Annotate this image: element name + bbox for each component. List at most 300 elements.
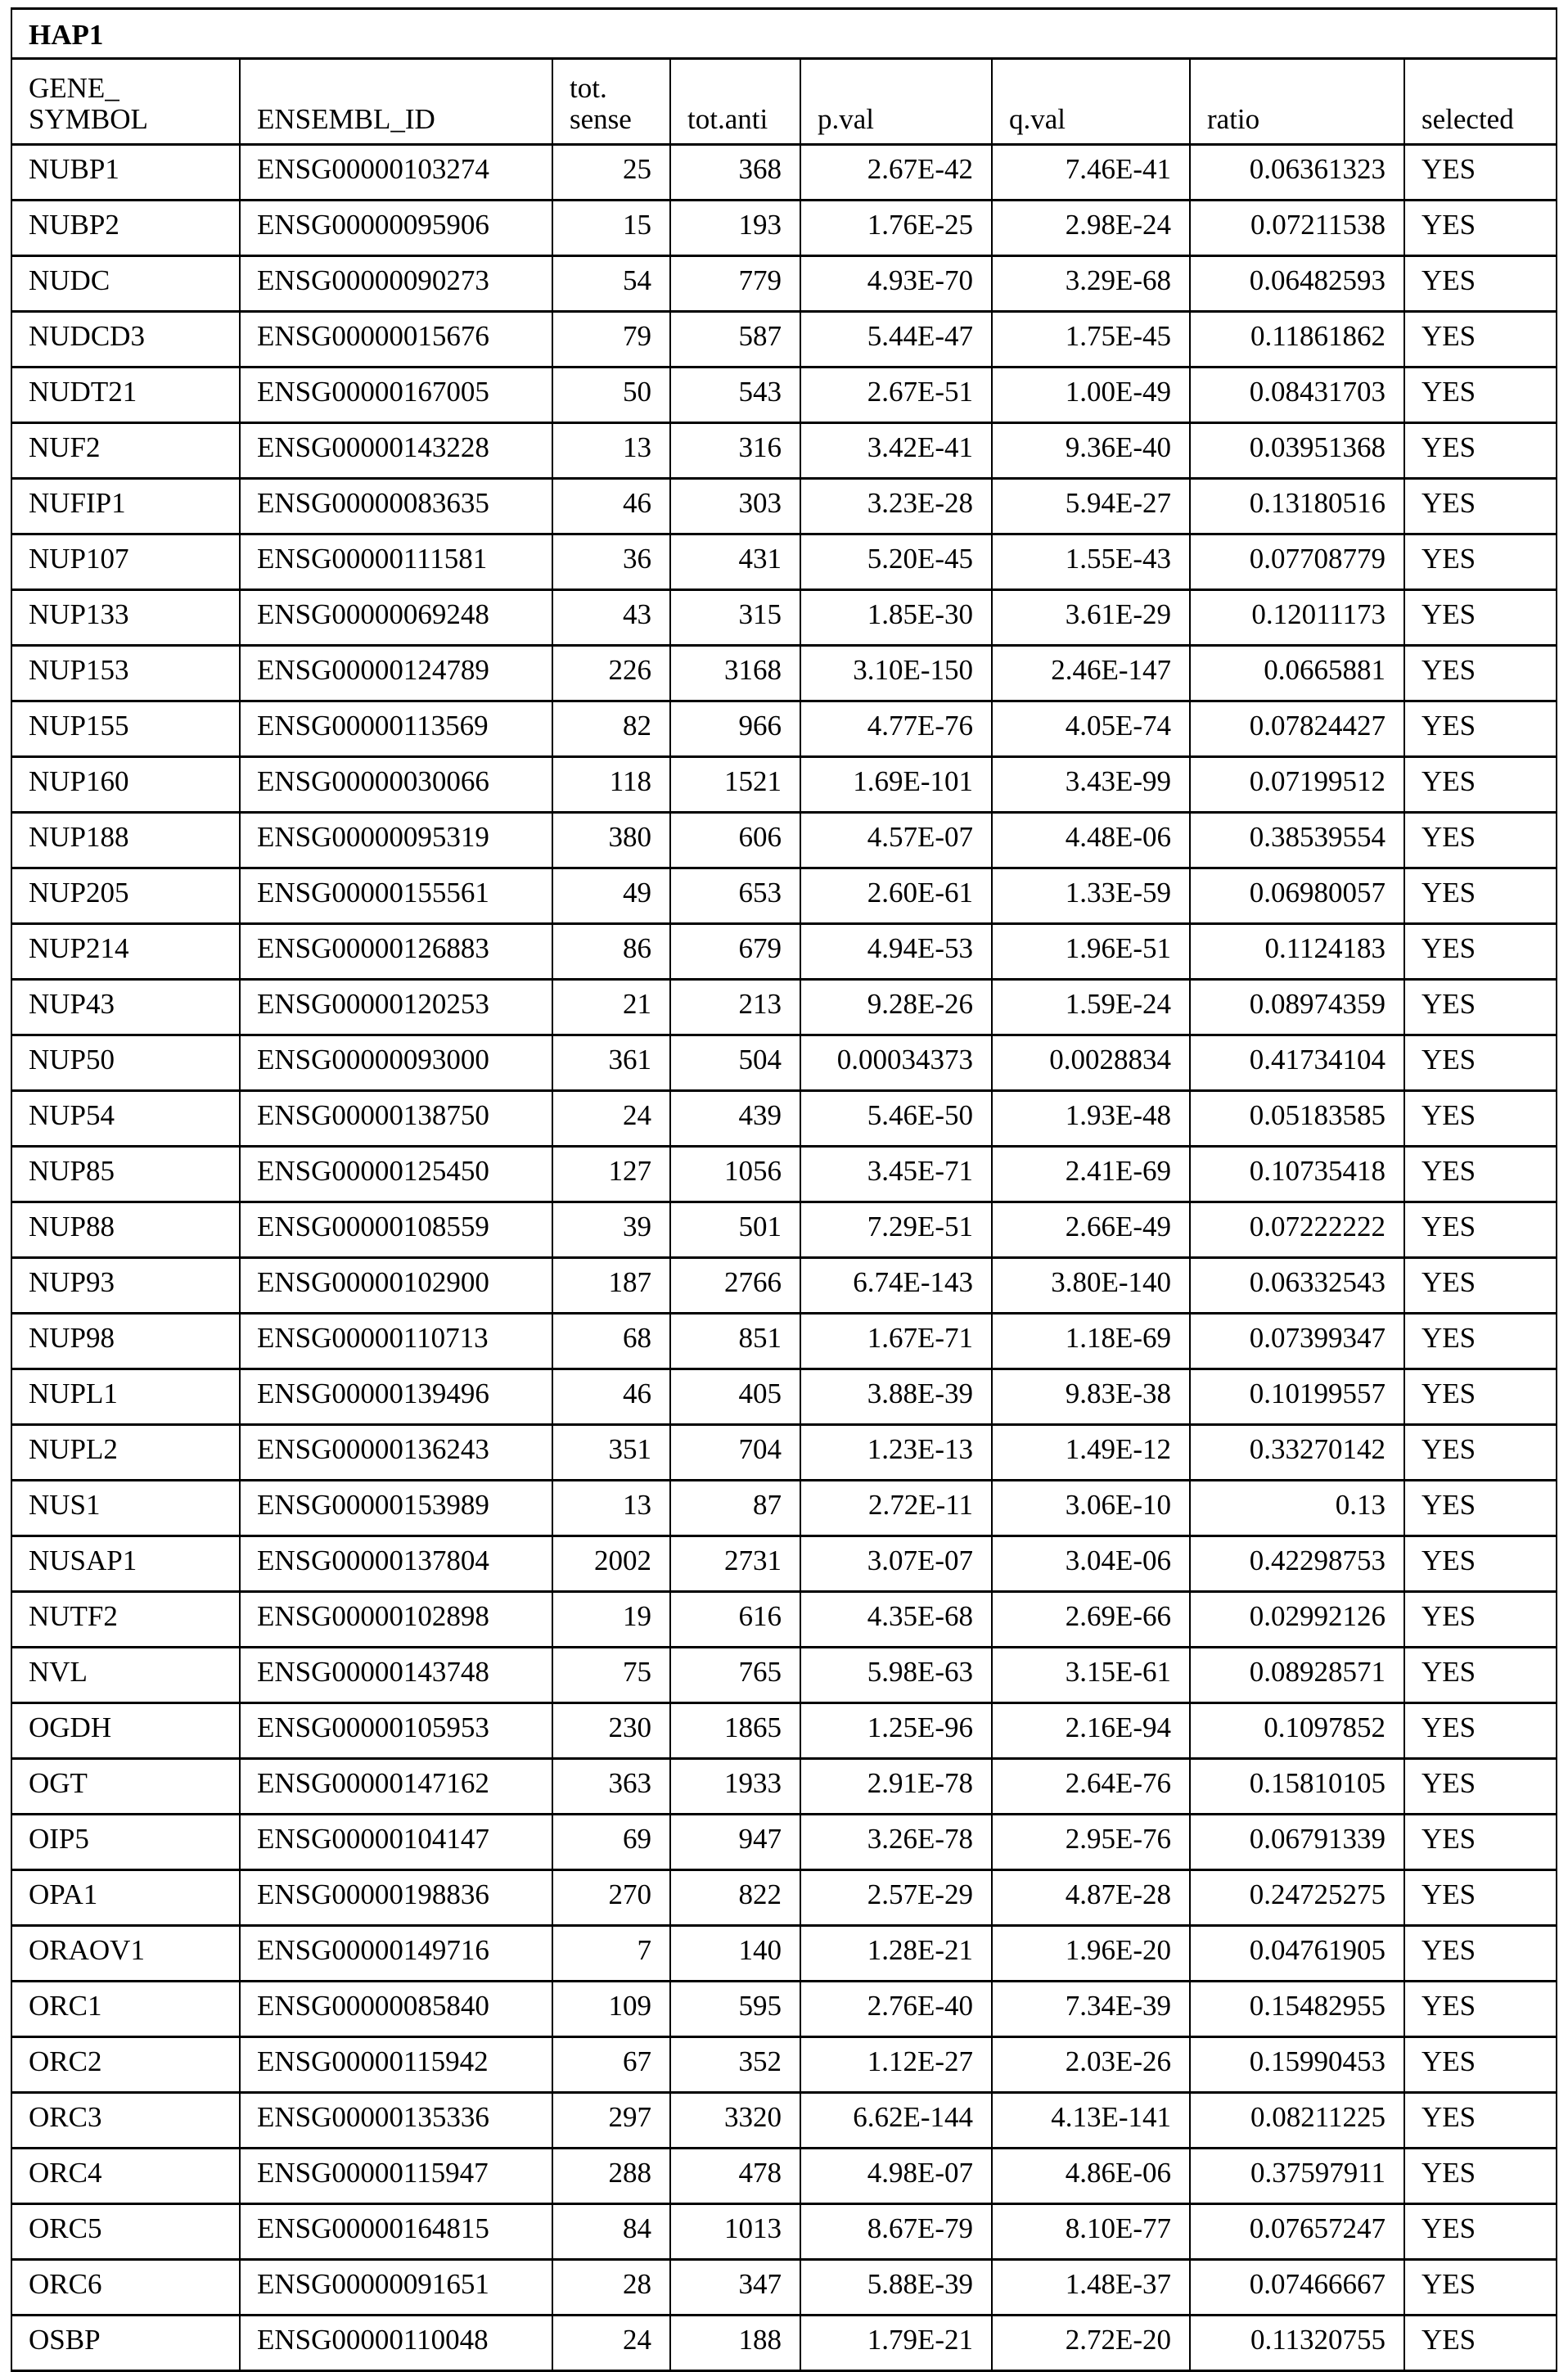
cell-selected: YES [1404, 312, 1557, 368]
cell-gene-symbol: NUPL1 [11, 1369, 240, 1425]
cell-gene-symbol: NUP188 [11, 813, 240, 868]
cell-tot-anti: 1933 [670, 1759, 800, 1815]
cell-tot-sense: 50 [552, 368, 670, 423]
cell-tot-anti: 188 [670, 2316, 800, 2371]
cell-gene-symbol: NUDT21 [11, 368, 240, 423]
cell-q-val: 3.29E-68 [992, 256, 1190, 312]
cell-ensembl-id: ENSG00000149716 [240, 1926, 552, 1982]
table-title: HAP1 [11, 9, 1557, 59]
cell-selected: YES [1404, 2260, 1557, 2316]
cell-tot-anti: 3320 [670, 2093, 800, 2149]
cell-gene-symbol: NUTF2 [11, 1592, 240, 1648]
cell-tot-anti: 1865 [670, 1703, 800, 1759]
table-row [11, 2149, 1557, 2204]
cell-q-val: 2.72E-20 [992, 2316, 1190, 2371]
cell-p-val: 2.67E-42 [800, 145, 992, 201]
cell-q-val: 1.55E-43 [992, 534, 1190, 590]
cell-q-val: 1.59E-24 [992, 980, 1190, 1035]
cell-tot-sense: 79 [552, 312, 670, 368]
cell-gene-symbol: ORC5 [11, 2204, 240, 2260]
cell-selected: YES [1404, 256, 1557, 312]
cell-p-val: 5.98E-63 [800, 1648, 992, 1703]
cell-q-val: 1.49E-12 [992, 1425, 1190, 1481]
cell-q-val: 3.80E-140 [992, 1258, 1190, 1314]
cell-q-val: 1.75E-45 [992, 312, 1190, 368]
cell-p-val: 1.23E-13 [800, 1425, 992, 1481]
cell-ensembl-id: ENSG00000102900 [240, 1258, 552, 1314]
cell-q-val: 0.0028834 [992, 1035, 1190, 1091]
cell-tot-sense: 67 [552, 2037, 670, 2093]
cell-q-val: 3.43E-99 [992, 757, 1190, 813]
table-row [11, 368, 1557, 423]
table-row [11, 1481, 1557, 1536]
cell-selected: YES [1404, 924, 1557, 980]
cell-tot-sense: 13 [552, 423, 670, 479]
cell-tot-sense: 380 [552, 813, 670, 868]
cell-ratio: 0.07222222 [1190, 1202, 1404, 1258]
cell-selected: YES [1404, 2149, 1557, 2204]
cell-tot-sense: 43 [552, 590, 670, 646]
cell-p-val: 4.94E-53 [800, 924, 992, 980]
cell-selected: YES [1404, 868, 1557, 924]
cell-p-val: 3.26E-78 [800, 1815, 992, 1870]
cell-tot-sense: 226 [552, 646, 670, 701]
table-row [11, 2260, 1557, 2316]
cell-p-val: 1.76E-25 [800, 201, 992, 256]
cell-q-val: 1.18E-69 [992, 1314, 1190, 1369]
cell-tot-anti: 439 [670, 1091, 800, 1147]
cell-tot-sense: 54 [552, 256, 670, 312]
cell-ratio: 0.13180516 [1190, 479, 1404, 534]
cell-p-val: 2.91E-78 [800, 1759, 992, 1815]
cell-p-val: 2.76E-40 [800, 1982, 992, 2037]
cell-tot-sense: 118 [552, 757, 670, 813]
cell-ensembl-id: ENSG00000124789 [240, 646, 552, 701]
cell-tot-anti: 303 [670, 479, 800, 534]
table-row [11, 1258, 1557, 1314]
cell-ratio: 0.06482593 [1190, 256, 1404, 312]
cell-ensembl-id: ENSG00000110048 [240, 2316, 552, 2371]
cell-p-val: 3.45E-71 [800, 1147, 992, 1202]
cell-tot-anti: 679 [670, 924, 800, 980]
cell-ratio: 0.06361323 [1190, 145, 1404, 201]
cell-ratio: 0.07708779 [1190, 534, 1404, 590]
cell-tot-anti: 87 [670, 1481, 800, 1536]
cell-ensembl-id: ENSG00000136243 [240, 1425, 552, 1481]
cell-tot-sense: 297 [552, 2093, 670, 2149]
cell-tot-sense: 361 [552, 1035, 670, 1091]
cell-q-val: 2.66E-49 [992, 1202, 1190, 1258]
cell-tot-sense: 46 [552, 1369, 670, 1425]
cell-ratio: 0.06791339 [1190, 1815, 1404, 1870]
cell-tot-sense: 187 [552, 1258, 670, 1314]
cell-ratio: 0.1124183 [1190, 924, 1404, 980]
header-selected: selected [1404, 59, 1557, 145]
cell-tot-anti: 966 [670, 701, 800, 757]
cell-gene-symbol: NUP153 [11, 646, 240, 701]
cell-p-val: 4.77E-76 [800, 701, 992, 757]
cell-selected: YES [1404, 2093, 1557, 2149]
cell-ratio: 0.37597911 [1190, 2149, 1404, 2204]
table-row [11, 924, 1557, 980]
table-row [11, 2316, 1557, 2371]
cell-ensembl-id: ENSG00000155561 [240, 868, 552, 924]
table-row [11, 1314, 1557, 1369]
cell-gene-symbol: NUP54 [11, 1091, 240, 1147]
cell-tot-anti: 1013 [670, 2204, 800, 2260]
cell-ensembl-id: ENSG00000147162 [240, 1759, 552, 1815]
table-row [11, 1703, 1557, 1759]
cell-gene-symbol: OIP5 [11, 1815, 240, 1870]
cell-p-val: 5.88E-39 [800, 2260, 992, 2316]
cell-tot-anti: 315 [670, 590, 800, 646]
cell-q-val: 1.00E-49 [992, 368, 1190, 423]
cell-selected: YES [1404, 201, 1557, 256]
cell-q-val: 2.95E-76 [992, 1815, 1190, 1870]
cell-q-val: 1.96E-20 [992, 1926, 1190, 1982]
cell-ensembl-id: ENSG00000095319 [240, 813, 552, 868]
cell-gene-symbol: NUP88 [11, 1202, 240, 1258]
cell-tot-sense: 36 [552, 534, 670, 590]
cell-tot-sense: 69 [552, 1815, 670, 1870]
cell-tot-anti: 947 [670, 1815, 800, 1870]
header-tot-anti: tot.anti [670, 59, 800, 145]
cell-q-val: 2.41E-69 [992, 1147, 1190, 1202]
cell-tot-sense: 19 [552, 1592, 670, 1648]
cell-p-val: 1.25E-96 [800, 1703, 992, 1759]
table-row [11, 1982, 1557, 2037]
cell-selected: YES [1404, 1035, 1557, 1091]
cell-ratio: 0.0665881 [1190, 646, 1404, 701]
cell-tot-sense: 24 [552, 1091, 670, 1147]
cell-tot-anti: 779 [670, 256, 800, 312]
cell-ensembl-id: ENSG00000126883 [240, 924, 552, 980]
cell-tot-sense: 68 [552, 1314, 670, 1369]
cell-tot-anti: 501 [670, 1202, 800, 1258]
cell-tot-sense: 351 [552, 1425, 670, 1481]
cell-ratio: 0.15482955 [1190, 1982, 1404, 2037]
cell-ensembl-id: ENSG00000164815 [240, 2204, 552, 2260]
cell-gene-symbol: ORC4 [11, 2149, 240, 2204]
cell-gene-symbol: OGDH [11, 1703, 240, 1759]
cell-ratio: 0.13 [1190, 1481, 1404, 1536]
cell-selected: YES [1404, 590, 1557, 646]
cell-tot-anti: 478 [670, 2149, 800, 2204]
cell-tot-anti: 822 [670, 1870, 800, 1926]
cell-gene-symbol: NUP155 [11, 701, 240, 757]
cell-q-val: 9.36E-40 [992, 423, 1190, 479]
cell-ensembl-id: ENSG00000085840 [240, 1982, 552, 2037]
cell-q-val: 1.93E-48 [992, 1091, 1190, 1147]
cell-ensembl-id: ENSG00000015676 [240, 312, 552, 368]
header-ratio: ratio [1190, 59, 1404, 145]
table-row [11, 701, 1557, 757]
cell-tot-sense: 2002 [552, 1536, 670, 1592]
cell-selected: YES [1404, 1703, 1557, 1759]
cell-tot-sense: 363 [552, 1759, 670, 1815]
header-tot-sense: tot. sense [552, 59, 670, 145]
cell-ensembl-id: ENSG00000111581 [240, 534, 552, 590]
cell-q-val: 3.06E-10 [992, 1481, 1190, 1536]
cell-q-val: 4.86E-06 [992, 2149, 1190, 2204]
cell-p-val: 0.00034373 [800, 1035, 992, 1091]
cell-p-val: 1.85E-30 [800, 590, 992, 646]
table-row [11, 1759, 1557, 1815]
cell-q-val: 7.46E-41 [992, 145, 1190, 201]
cell-tot-anti: 316 [670, 423, 800, 479]
cell-ratio: 0.42298753 [1190, 1536, 1404, 1592]
cell-ensembl-id: ENSG00000105953 [240, 1703, 552, 1759]
table-row [11, 980, 1557, 1035]
cell-gene-symbol: NUF2 [11, 423, 240, 479]
cell-selected: YES [1404, 1592, 1557, 1648]
cell-p-val: 1.12E-27 [800, 2037, 992, 2093]
cell-tot-sense: 270 [552, 1870, 670, 1926]
cell-p-val: 3.23E-28 [800, 479, 992, 534]
cell-selected: YES [1404, 1926, 1557, 1982]
cell-ratio: 0.10735418 [1190, 1147, 1404, 1202]
cell-ensembl-id: ENSG00000139496 [240, 1369, 552, 1425]
cell-ensembl-id: ENSG00000138750 [240, 1091, 552, 1147]
cell-ratio: 0.11861862 [1190, 312, 1404, 368]
cell-selected: YES [1404, 2204, 1557, 2260]
cell-gene-symbol: NVL [11, 1648, 240, 1703]
cell-ensembl-id: ENSG00000095906 [240, 201, 552, 256]
cell-selected: YES [1404, 1759, 1557, 1815]
cell-ensembl-id: ENSG00000069248 [240, 590, 552, 646]
cell-gene-symbol: ORC3 [11, 2093, 240, 2149]
cell-ensembl-id: ENSG00000115947 [240, 2149, 552, 2204]
cell-tot-anti: 431 [670, 534, 800, 590]
cell-ratio: 0.41734104 [1190, 1035, 1404, 1091]
cell-q-val: 1.48E-37 [992, 2260, 1190, 2316]
table-row [11, 2204, 1557, 2260]
cell-tot-anti: 3168 [670, 646, 800, 701]
cell-q-val: 4.87E-28 [992, 1870, 1190, 1926]
cell-ratio: 0.05183585 [1190, 1091, 1404, 1147]
cell-selected: YES [1404, 813, 1557, 868]
cell-selected: YES [1404, 1870, 1557, 1926]
cell-ratio: 0.08928571 [1190, 1648, 1404, 1703]
cell-tot-anti: 504 [670, 1035, 800, 1091]
cell-q-val: 2.64E-76 [992, 1759, 1190, 1815]
cell-ensembl-id: ENSG00000115942 [240, 2037, 552, 2093]
cell-p-val: 5.44E-47 [800, 312, 992, 368]
cell-selected: YES [1404, 1202, 1557, 1258]
cell-tot-sense: 75 [552, 1648, 670, 1703]
cell-tot-sense: 49 [552, 868, 670, 924]
cell-tot-sense: 24 [552, 2316, 670, 2371]
cell-q-val: 2.46E-147 [992, 646, 1190, 701]
table-row [11, 145, 1557, 201]
cell-ensembl-id: ENSG00000120253 [240, 980, 552, 1035]
cell-tot-anti: 193 [670, 201, 800, 256]
cell-ensembl-id: ENSG00000030066 [240, 757, 552, 813]
cell-gene-symbol: NUP107 [11, 534, 240, 590]
cell-p-val: 7.29E-51 [800, 1202, 992, 1258]
cell-p-val: 4.98E-07 [800, 2149, 992, 2204]
cell-q-val: 7.34E-39 [992, 1982, 1190, 2037]
cell-p-val: 1.28E-21 [800, 1926, 992, 1982]
table-row [11, 2093, 1557, 2149]
cell-p-val: 4.35E-68 [800, 1592, 992, 1648]
cell-q-val: 8.10E-77 [992, 2204, 1190, 2260]
table-row [11, 1425, 1557, 1481]
cell-selected: YES [1404, 1481, 1557, 1536]
cell-q-val: 9.83E-38 [992, 1369, 1190, 1425]
cell-tot-anti: 616 [670, 1592, 800, 1648]
cell-tot-anti: 368 [670, 145, 800, 201]
cell-gene-symbol: ORAOV1 [11, 1926, 240, 1982]
cell-p-val: 9.28E-26 [800, 980, 992, 1035]
cell-selected: YES [1404, 1815, 1557, 1870]
cell-tot-anti: 653 [670, 868, 800, 924]
table-row [11, 868, 1557, 924]
cell-selected: YES [1404, 423, 1557, 479]
cell-tot-anti: 595 [670, 1982, 800, 2037]
cell-tot-sense: 109 [552, 1982, 670, 2037]
cell-ensembl-id: ENSG00000167005 [240, 368, 552, 423]
cell-gene-symbol: NUSAP1 [11, 1536, 240, 1592]
cell-ratio: 0.12011173 [1190, 590, 1404, 646]
cell-tot-anti: 405 [670, 1369, 800, 1425]
cell-gene-symbol: NUP133 [11, 590, 240, 646]
cell-p-val: 1.67E-71 [800, 1314, 992, 1369]
cell-selected: YES [1404, 646, 1557, 701]
cell-gene-symbol: NUP50 [11, 1035, 240, 1091]
cell-ratio: 0.15810105 [1190, 1759, 1404, 1815]
cell-ratio: 0.07211538 [1190, 201, 1404, 256]
cell-q-val: 2.98E-24 [992, 201, 1190, 256]
cell-selected: YES [1404, 1982, 1557, 2037]
cell-p-val: 3.07E-07 [800, 1536, 992, 1592]
cell-gene-symbol: NUBP2 [11, 201, 240, 256]
cell-tot-anti: 704 [670, 1425, 800, 1481]
cell-q-val: 4.48E-06 [992, 813, 1190, 868]
table-row [11, 1536, 1557, 1592]
cell-ensembl-id: ENSG00000103274 [240, 145, 552, 201]
table-row [11, 1870, 1557, 1926]
hap1-gene-table [11, 7, 1557, 2372]
cell-q-val: 1.96E-51 [992, 924, 1190, 980]
cell-selected: YES [1404, 1648, 1557, 1703]
cell-ratio: 0.07399347 [1190, 1314, 1404, 1369]
cell-ensembl-id: ENSG00000108559 [240, 1202, 552, 1258]
cell-ratio: 0.08211225 [1190, 2093, 1404, 2149]
cell-selected: YES [1404, 2316, 1557, 2371]
cell-ratio: 0.02992126 [1190, 1592, 1404, 1648]
table-row [11, 590, 1557, 646]
cell-ratio: 0.15990453 [1190, 2037, 1404, 2093]
cell-ensembl-id: ENSG00000153989 [240, 1481, 552, 1536]
cell-p-val: 4.57E-07 [800, 813, 992, 868]
cell-q-val: 4.13E-141 [992, 2093, 1190, 2149]
cell-gene-symbol: NUFIP1 [11, 479, 240, 534]
table-row [11, 1926, 1557, 1982]
cell-ratio: 0.07199512 [1190, 757, 1404, 813]
cell-selected: YES [1404, 980, 1557, 1035]
cell-gene-symbol: NUDCD3 [11, 312, 240, 368]
cell-p-val: 6.74E-143 [800, 1258, 992, 1314]
cell-p-val: 5.46E-50 [800, 1091, 992, 1147]
cell-tot-anti: 352 [670, 2037, 800, 2093]
cell-p-val: 6.62E-144 [800, 2093, 992, 2149]
table-row [11, 1592, 1557, 1648]
table-row [11, 479, 1557, 534]
cell-ratio: 0.07657247 [1190, 2204, 1404, 2260]
cell-ensembl-id: ENSG00000090273 [240, 256, 552, 312]
cell-q-val: 4.05E-74 [992, 701, 1190, 757]
cell-tot-sense: 288 [552, 2149, 670, 2204]
cell-tot-sense: 82 [552, 701, 670, 757]
table-row [11, 1648, 1557, 1703]
cell-tot-sense: 7 [552, 1926, 670, 1982]
cell-tot-anti: 213 [670, 980, 800, 1035]
cell-tot-sense: 230 [552, 1703, 670, 1759]
cell-tot-anti: 2766 [670, 1258, 800, 1314]
cell-q-val: 3.15E-61 [992, 1648, 1190, 1703]
cell-selected: YES [1404, 1369, 1557, 1425]
cell-tot-sense: 127 [552, 1147, 670, 1202]
table-row [11, 1035, 1557, 1091]
cell-q-val: 2.16E-94 [992, 1703, 1190, 1759]
cell-ratio: 0.08974359 [1190, 980, 1404, 1035]
cell-ensembl-id: ENSG00000113569 [240, 701, 552, 757]
cell-tot-anti: 2731 [670, 1536, 800, 1592]
table-header-row [11, 59, 1557, 145]
cell-gene-symbol: NUP93 [11, 1258, 240, 1314]
cell-p-val: 2.60E-61 [800, 868, 992, 924]
cell-q-val: 3.04E-06 [992, 1536, 1190, 1592]
cell-gene-symbol: NUP214 [11, 924, 240, 980]
cell-q-val: 3.61E-29 [992, 590, 1190, 646]
cell-ensembl-id: ENSG00000198836 [240, 1870, 552, 1926]
table-row [11, 423, 1557, 479]
table-row [11, 1147, 1557, 1202]
cell-tot-sense: 13 [552, 1481, 670, 1536]
cell-tot-anti: 543 [670, 368, 800, 423]
cell-gene-symbol: NUP160 [11, 757, 240, 813]
cell-tot-sense: 28 [552, 2260, 670, 2316]
cell-tot-anti: 140 [670, 1926, 800, 1982]
cell-p-val: 5.20E-45 [800, 534, 992, 590]
cell-ensembl-id: ENSG00000125450 [240, 1147, 552, 1202]
cell-selected: YES [1404, 701, 1557, 757]
cell-tot-anti: 1521 [670, 757, 800, 813]
cell-gene-symbol: NUP205 [11, 868, 240, 924]
cell-ensembl-id: ENSG00000135336 [240, 2093, 552, 2149]
cell-gene-symbol: NUP43 [11, 980, 240, 1035]
cell-tot-anti: 851 [670, 1314, 800, 1369]
cell-ensembl-id: ENSG00000110713 [240, 1314, 552, 1369]
cell-ratio: 0.06980057 [1190, 868, 1404, 924]
cell-q-val: 5.94E-27 [992, 479, 1190, 534]
cell-selected: YES [1404, 534, 1557, 590]
table-row [11, 757, 1557, 813]
cell-ratio: 0.03951368 [1190, 423, 1404, 479]
cell-ratio: 0.38539554 [1190, 813, 1404, 868]
cell-q-val: 2.03E-26 [992, 2037, 1190, 2093]
cell-gene-symbol: OSBP [11, 2316, 240, 2371]
header-gene-symbol: GENE_ SYMBOL [11, 59, 240, 145]
cell-ensembl-id: ENSG00000137804 [240, 1536, 552, 1592]
cell-ratio: 0.10199557 [1190, 1369, 1404, 1425]
cell-selected: YES [1404, 479, 1557, 534]
cell-tot-sense: 15 [552, 201, 670, 256]
cell-tot-anti: 587 [670, 312, 800, 368]
table-title-row [11, 9, 1557, 59]
cell-ratio: 0.06332543 [1190, 1258, 1404, 1314]
